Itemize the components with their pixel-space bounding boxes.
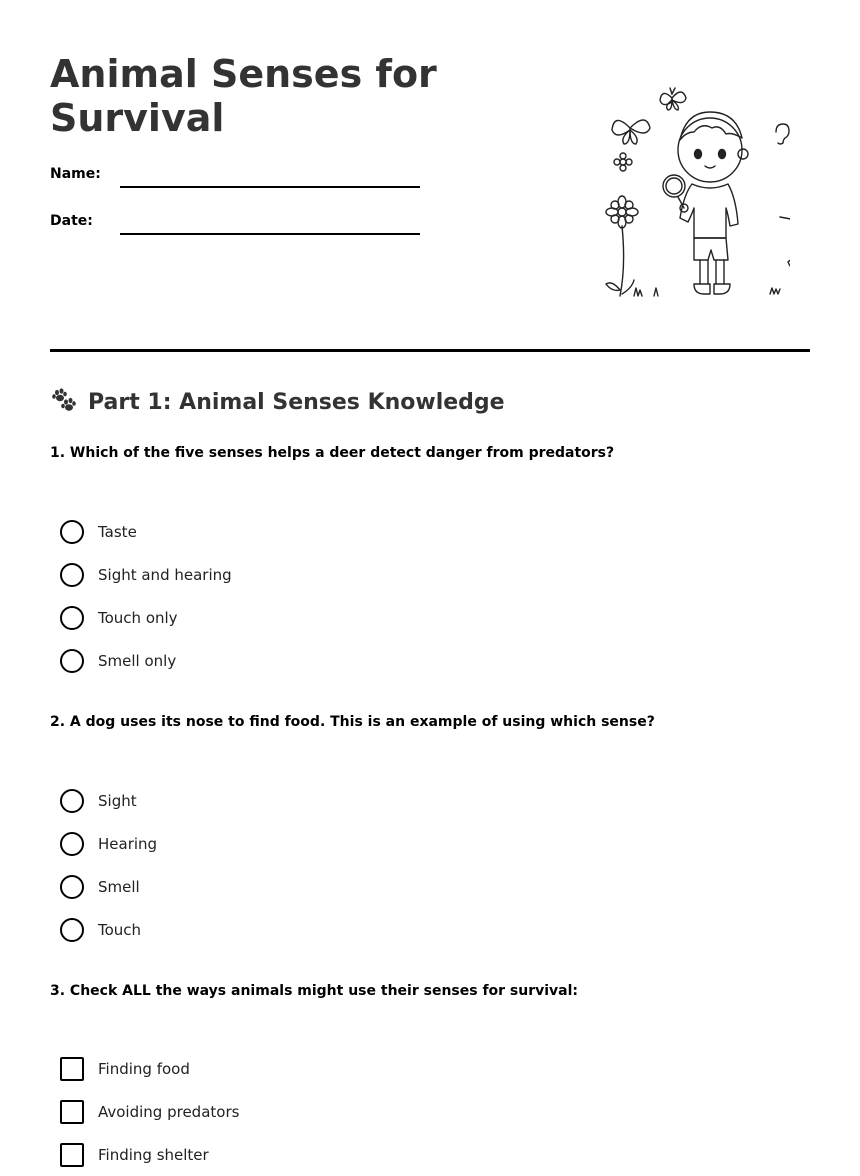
question-3: 3. Check ALL the ways animals might use their senses for survival: <box>50 983 579 999</box>
q2-option-sight[interactable] <box>60 779 157 822</box>
butterfly-icon <box>660 88 686 110</box>
q1-option-smell-only[interactable] <box>60 639 232 682</box>
radio-button[interactable] <box>60 875 84 899</box>
checkbox[interactable] <box>60 1143 84 1167</box>
option-label: Smell <box>98 877 140 896</box>
magnifying-glass-icon <box>663 175 688 212</box>
radio-button[interactable] <box>60 606 84 630</box>
question-1-options <box>60 510 232 682</box>
checkbox[interactable] <box>60 1057 84 1081</box>
option-label: Hearing <box>98 834 158 853</box>
section-heading-text: Part 1: Animal Senses Knowledge <box>88 389 505 415</box>
radio-button[interactable] <box>60 649 84 673</box>
date-field[interactable] <box>50 211 420 241</box>
checkbox[interactable] <box>60 1100 84 1124</box>
option-label: Finding food <box>98 1059 190 1078</box>
hummingbird-icon <box>780 217 790 248</box>
q1-option-taste[interactable] <box>60 510 232 553</box>
child-figure <box>678 112 748 294</box>
worksheet-header <box>50 0 810 330</box>
radio-button[interactable] <box>60 832 84 856</box>
question-3-options <box>60 1047 239 1176</box>
worksheet-title <box>50 52 470 140</box>
flower-icon <box>606 196 638 296</box>
title-line-2: Survival <box>50 96 225 140</box>
option-label: Smell only <box>98 651 177 670</box>
option-label: Finding shelter <box>98 1145 209 1164</box>
q2-option-touch[interactable] <box>60 908 157 951</box>
section-divider <box>50 349 810 352</box>
butterfly-icon-left <box>612 120 650 144</box>
q2-option-hearing[interactable] <box>60 822 157 865</box>
child-with-magnifying-glass-illustration <box>550 80 790 310</box>
q1-option-touch-only[interactable] <box>60 596 232 639</box>
option-label: Sight <box>98 791 137 810</box>
q1-option-sight-and-hearing[interactable] <box>60 553 232 596</box>
option-label: Taste <box>98 522 137 541</box>
question-1: 1. Which of the five senses helps a deer detect danger from predators? <box>50 445 615 461</box>
q3-option-finding-food[interactable] <box>60 1047 239 1090</box>
title-line-1: Animal Senses for <box>50 52 437 96</box>
paw-prints-icon <box>50 388 78 416</box>
date-input-line[interactable] <box>120 233 420 235</box>
q3-option-finding-shelter[interactable] <box>60 1133 239 1176</box>
question-2: 2. A dog uses its nose to find food. This is an example of using which sense? <box>50 714 655 730</box>
radio-button[interactable] <box>60 520 84 544</box>
option-label: Sight and hearing <box>98 565 232 584</box>
option-label: Avoiding predators <box>98 1102 240 1121</box>
name-input-line[interactable] <box>120 186 420 188</box>
q2-option-smell[interactable] <box>60 865 157 908</box>
name-field[interactable] <box>50 164 420 194</box>
date-label: Date: <box>50 213 93 229</box>
small-bird-icon <box>788 259 790 284</box>
option-label: Touch <box>98 920 142 939</box>
name-label: Name: <box>50 166 101 182</box>
q3-option-avoiding-predators[interactable] <box>60 1090 239 1133</box>
worksheet-page <box>50 0 810 1164</box>
option-label: Touch only <box>98 608 178 627</box>
radio-button[interactable] <box>60 789 84 813</box>
ear-music-icon <box>776 124 790 144</box>
radio-button[interactable] <box>60 563 84 587</box>
section-heading <box>50 388 505 416</box>
radio-button[interactable] <box>60 918 84 942</box>
question-2-options <box>60 779 157 951</box>
